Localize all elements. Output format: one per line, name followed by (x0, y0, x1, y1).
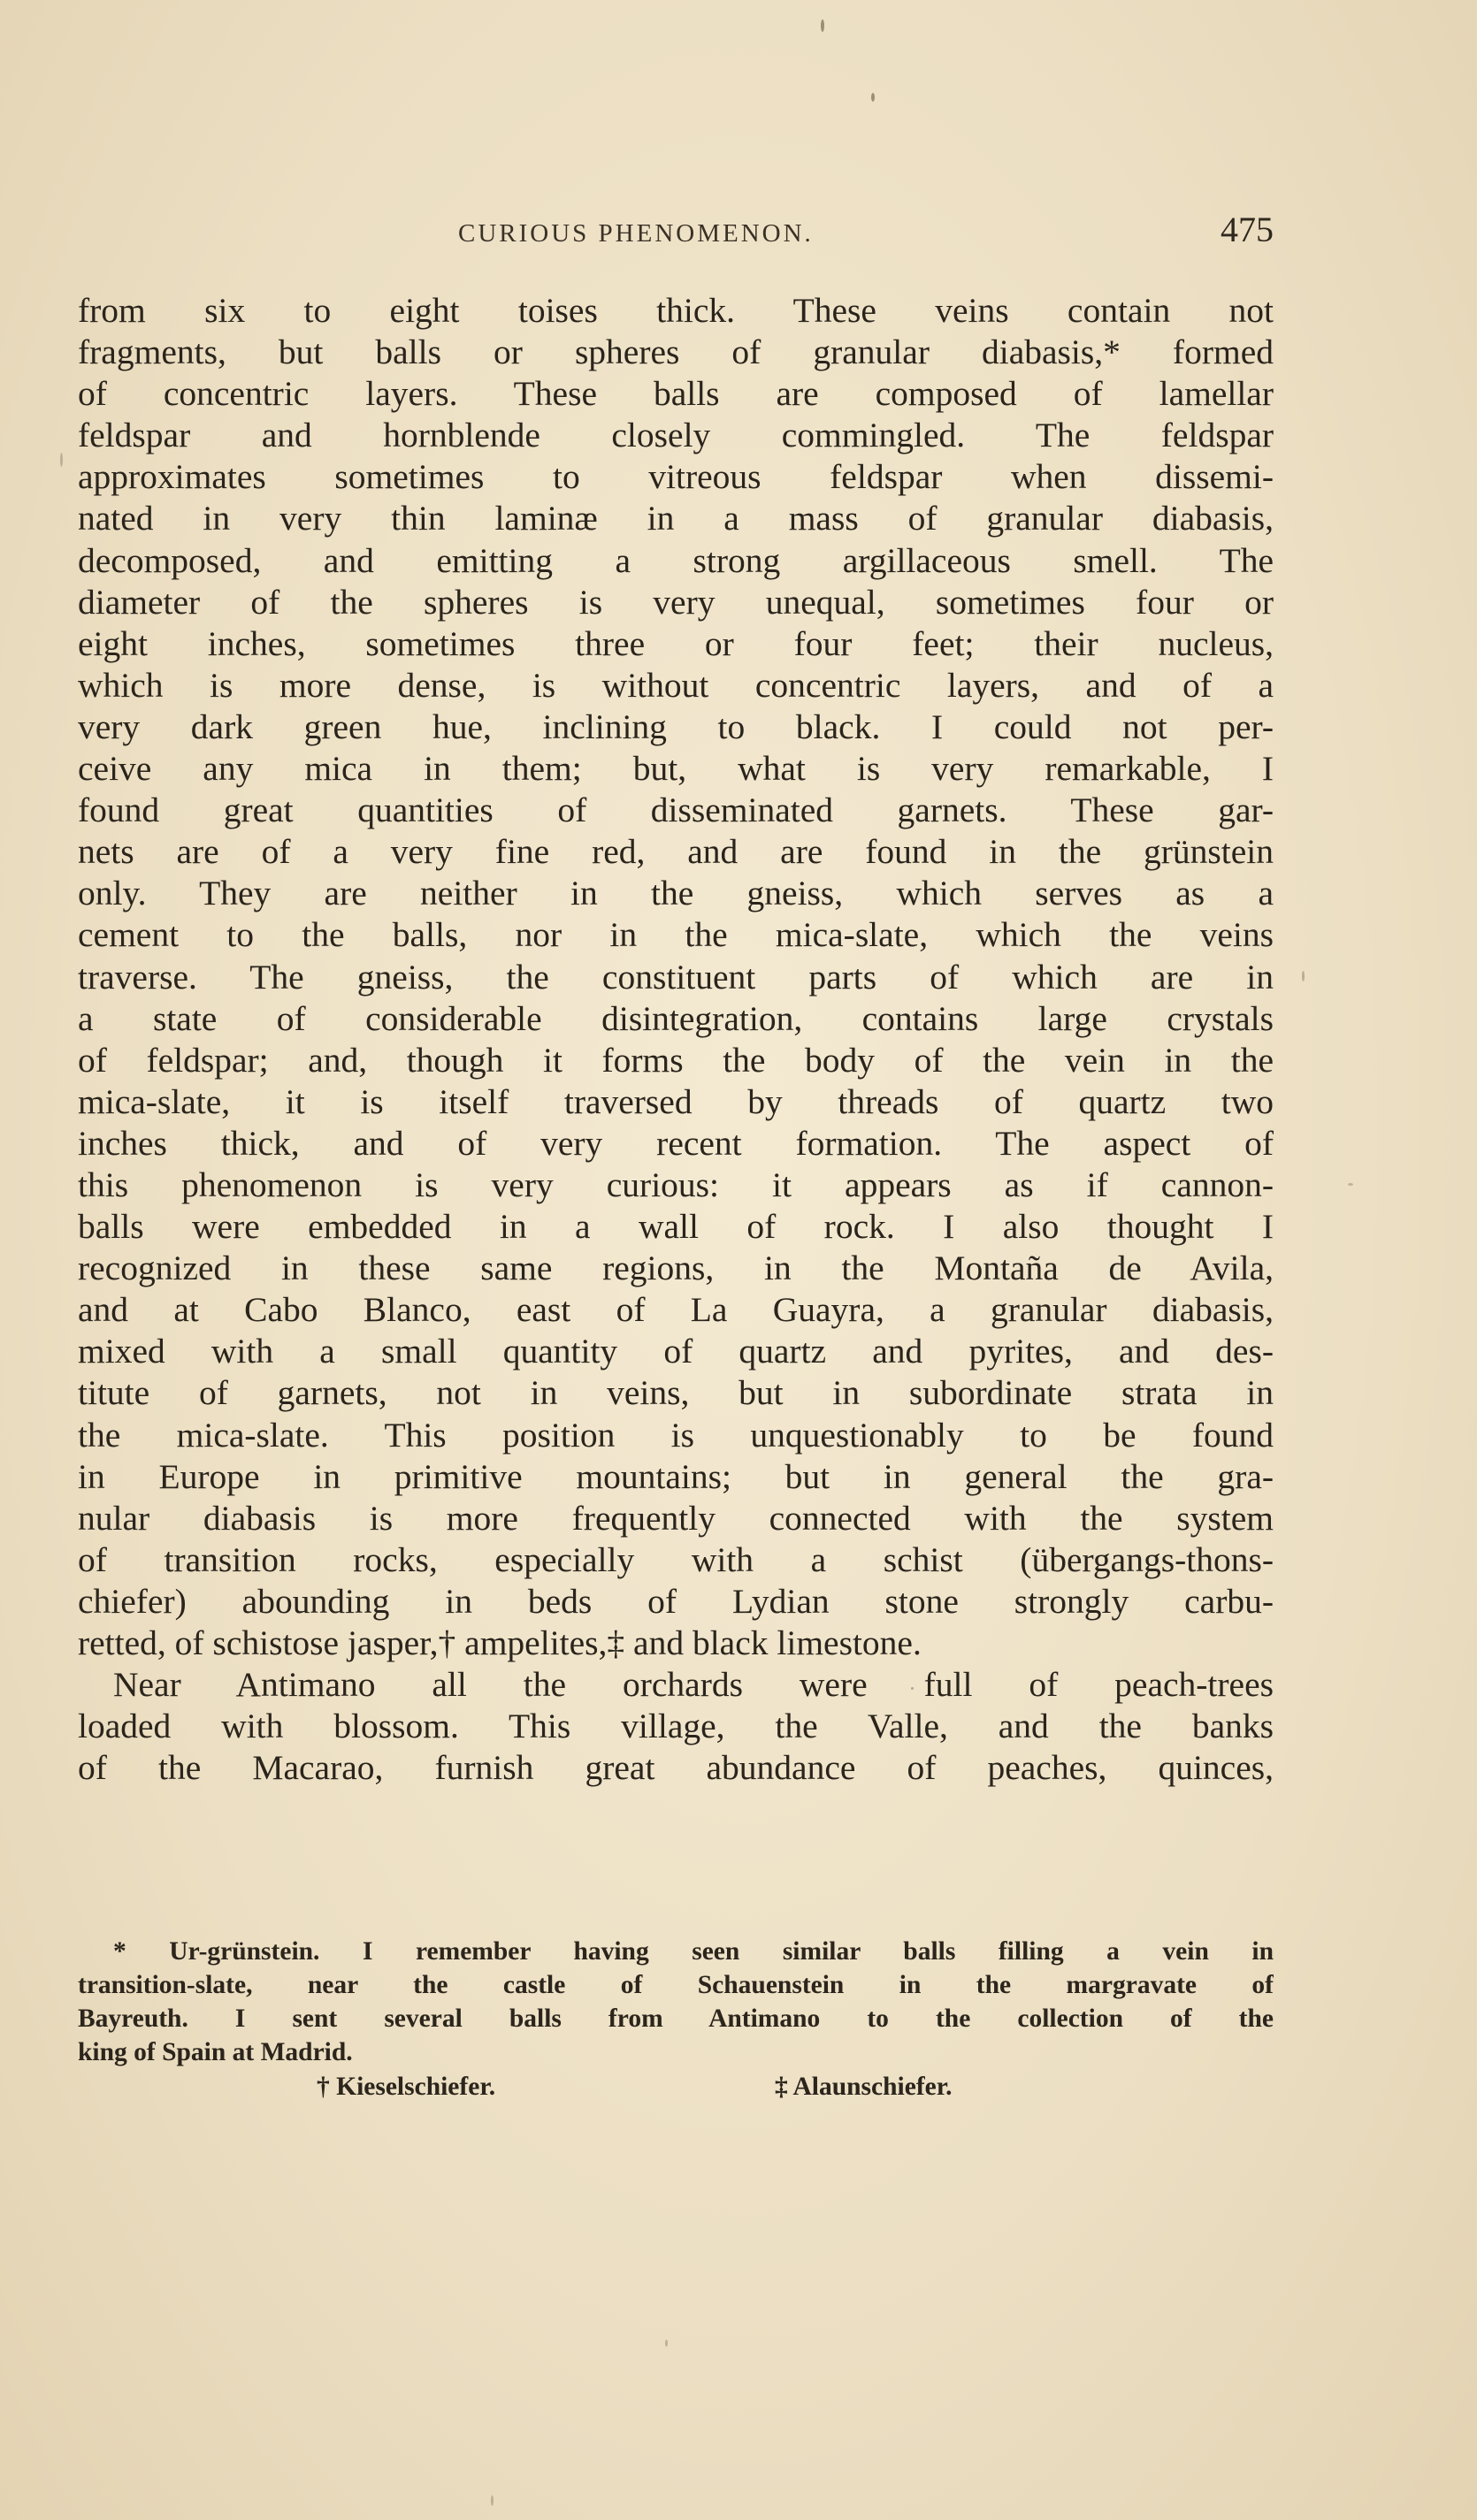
text-line: in Europe in primitive mountains; but in general the gra- (78, 1456, 1274, 1496)
text-line: only. They are neither in the gneiss, which serves as a (78, 874, 1274, 913)
paper-speck (665, 2340, 668, 2347)
text-line: loaded with blossom. This village, the Valle, and the banks (78, 1707, 1274, 1746)
paper-speck (1302, 971, 1305, 981)
body-text (78, 290, 1274, 1789)
text-line: cement to the balls, nor in the mica-slate, which the veins (78, 915, 1274, 955)
paper-speck (491, 2495, 494, 2506)
text-line: this phenomenon is very curious: it appears as if cannon- (78, 1165, 1274, 1204)
footnote-double-dagger: ‡ Alaunschiefer. (775, 2073, 953, 2101)
text-line: and at Cabo Blanco, east of La Guayra, a granular diabasis, (78, 1290, 1274, 1330)
text-line: ceive any mica in them; but, what is very remarkable, I (78, 749, 1274, 789)
text-line: traverse. The gneiss, the constituent parts of which are in (78, 957, 1274, 997)
text-line: the mica-slate. This position is unquestionably to be found (78, 1415, 1274, 1455)
footnote-line: * Ur-grünstein. I remember having seen similar balls filling a vein in (113, 1937, 1274, 1966)
page-number: 475 (1221, 210, 1274, 249)
text-line: mixed with a small quantity of quartz and pyrites, and des- (78, 1332, 1274, 1371)
text-line: titute of garnets, not in veins, but in subordinate strata in (78, 1373, 1274, 1413)
text-line: Near Antimano all the orchards were full of peach-trees (113, 1665, 1274, 1705)
footnote-dagger: † Kieselschiefer. (317, 2073, 496, 2101)
paper-speck (911, 1687, 914, 1690)
text-line: of the Macarao, furnish great abundance of peaches, quinces, (78, 1748, 1274, 1788)
text-line: inches thick, and of very recent formation. The aspect of (78, 1123, 1274, 1163)
paper-speck (871, 93, 875, 102)
text-line: nated in very thin laminæ in a mass of granular diabasis, (78, 499, 1274, 538)
running-head: CURIOUS PHENOMENON. (458, 219, 814, 248)
text-line: recognized in these same regions, in the Montaña de Avila, (78, 1249, 1274, 1288)
footnote-line: Bayreuth. I sent several balls from Antimano to the collection of the (78, 2005, 1274, 2033)
text-line: of feldspar; and, though it forms the body of the vein in the (78, 1040, 1274, 1080)
text-line: very dark green hue, inclining to black. I could not per- (78, 706, 1274, 746)
text-line: of concentric layers. These balls are composed of lamellar (78, 374, 1274, 414)
footnotes (78, 1935, 1274, 2104)
paper-speck (1348, 1183, 1353, 1186)
text-line: of transition rocks, especially with a schist (übergangs-thons- (78, 1539, 1274, 1579)
text-line: a state of considerable disintegration, contains large crystals (78, 998, 1274, 1038)
text-line: mica-slate, it is itself traversed by threads of quartz two (78, 1081, 1274, 1121)
text-line: chiefer) abounding in beds of Lydian stone strongly carbu- (78, 1581, 1274, 1621)
text-line: feldspar and hornblende closely commingled. The feldspar (78, 416, 1274, 455)
text-line: decomposed, and emitting a strong argillaceous smell. The (78, 540, 1274, 580)
text-line: diameter of the spheres is very unequal, sometimes four or (78, 582, 1274, 622)
paper-speck (821, 19, 824, 32)
page-header (78, 209, 1274, 262)
text-line: which is more dense, is without concentric layers, and of a (78, 665, 1274, 705)
footnote-row (78, 2069, 1274, 2104)
text-line: found great quantities of disseminated garnets. These gar- (78, 790, 1274, 830)
text-line: from six to eight toises thick. These veins contain not (78, 291, 1274, 330)
text-line: retted, of schistose jasper,† ampelites,‡ and black limestone. (78, 1623, 922, 1662)
footnote-line: king of Spain at Madrid. (78, 2038, 353, 2066)
text-line: fragments, but balls or spheres of granular diabasis,* formed (78, 332, 1274, 372)
text-line: balls were embedded in a wall of rock. I also thought I (78, 1207, 1274, 1247)
text-line: nular diabasis is more frequently connected with the system (78, 1498, 1274, 1538)
footnote-line: transition-slate, near the castle of Schauenstein in the margravate of (78, 1971, 1274, 1999)
paper-speck (60, 453, 63, 467)
text-line: eight inches, sometimes three or four feet; their nucleus, (78, 623, 1274, 663)
text-line: approximates sometimes to vitreous feldspar when dissemi- (78, 457, 1274, 497)
text-line: nets are of a very fine red, and are found in the grünstein (78, 832, 1274, 872)
